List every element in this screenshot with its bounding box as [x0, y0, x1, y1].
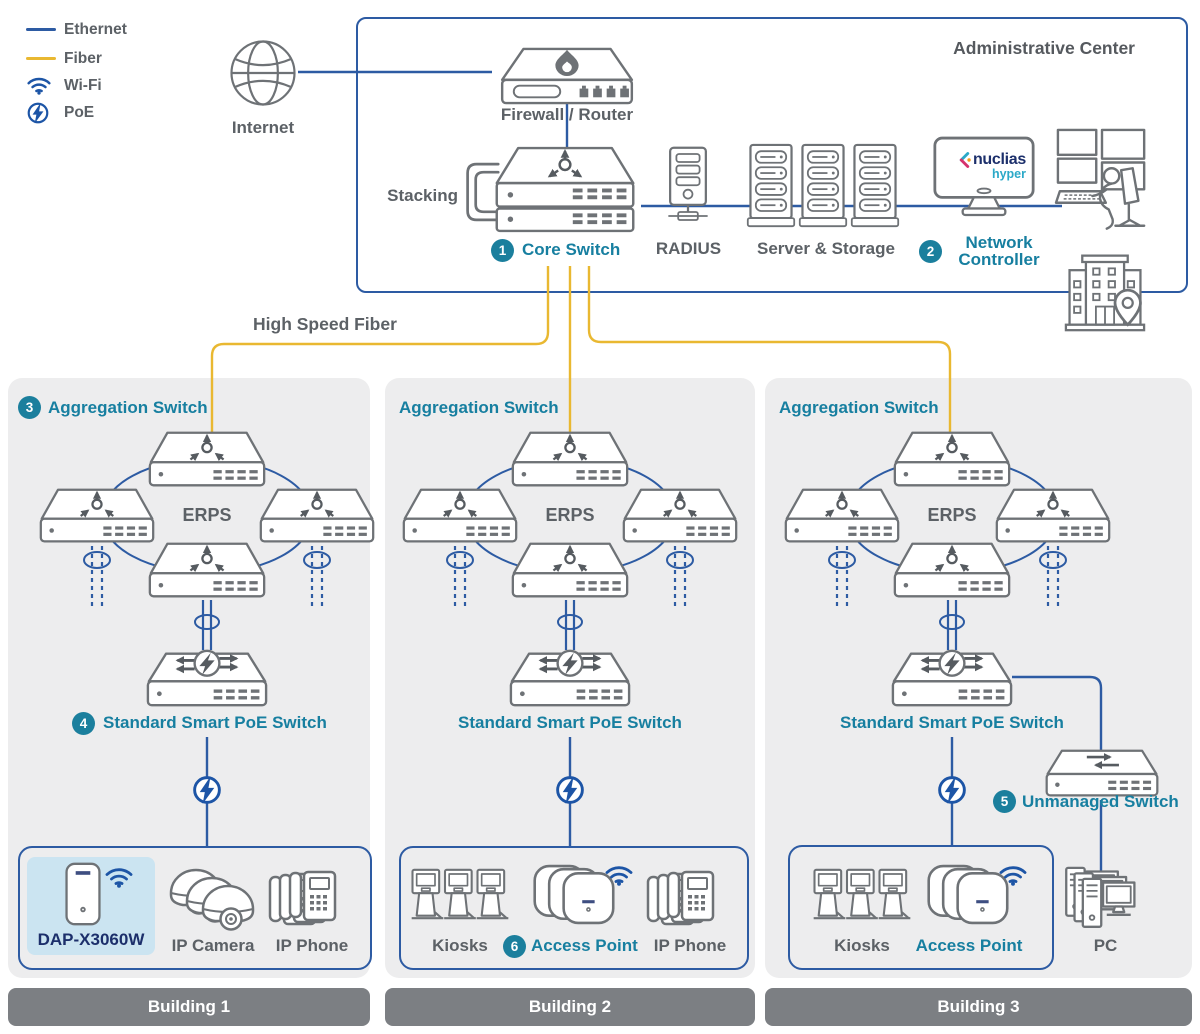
legend-wifi-label: Wi-Fi [64, 77, 102, 94]
firewall-router-label: Firewall / Router [500, 105, 634, 124]
ip-phone-icon [646, 868, 734, 928]
stacking-label: Stacking [387, 186, 458, 205]
aggregation-switch-icon [510, 541, 630, 600]
poe-switch-badge: 4 [72, 712, 95, 735]
operator-workstation-icon [1054, 128, 1150, 243]
ip-phone-icon [268, 868, 356, 928]
admin-center-title: Administrative Center [953, 38, 1135, 58]
poe-switch-icon [508, 648, 632, 709]
poe-icon [26, 101, 50, 125]
building-3-bar: Building 3 [765, 988, 1192, 1026]
poe-switch-label: Standard Smart PoE Switch [458, 713, 682, 732]
poe-injector-icon [191, 774, 223, 806]
poe-switch-label: Standard Smart PoE Switch [840, 713, 1064, 732]
device-label-kiosks: Kiosks [834, 936, 890, 955]
radius-server-icon [663, 141, 713, 233]
aggregation-switch-icon [147, 541, 267, 600]
high-speed-fiber-label: High Speed Fiber [253, 314, 397, 334]
network-controller-label-line1: Network [965, 233, 1033, 252]
kiosk-icon [812, 866, 912, 922]
core-switch-label: Core Switch [522, 240, 621, 259]
poe-switch-label: Standard Smart PoE Switch [103, 713, 327, 732]
device-label-kiosks: Kiosks [432, 936, 488, 955]
aggregation-switch-icon [147, 430, 267, 489]
unmanaged-switch-badge: 5 [993, 790, 1016, 813]
wifi-icon [998, 862, 1028, 886]
core-switch-icon [487, 144, 643, 234]
aggregation-switch-icon [783, 487, 901, 545]
access-point-badge: 6 [503, 935, 526, 958]
aggregation-switch-icon [892, 430, 1012, 489]
wall-ap-icon [60, 862, 106, 926]
aggregation-switch-icon [258, 487, 376, 545]
pc-icon [1058, 866, 1150, 936]
aggregation-switch-icon [38, 487, 156, 545]
device-label-access-point: Access Point [915, 936, 1023, 955]
building-1-bar: Building 1 [8, 988, 370, 1026]
nuclias-chevron-icon [958, 150, 971, 170]
erps-label: ERPS [927, 505, 977, 525]
aggregation-switch-icon [510, 430, 630, 489]
server-icon [850, 138, 900, 234]
legend-fiber-label: Fiber [64, 50, 102, 67]
poe-switch-icon [145, 648, 269, 709]
radius-label: RADIUS [655, 239, 722, 258]
server-storage-label: Server & Storage [757, 239, 895, 258]
internet-globe-icon [228, 38, 298, 108]
nuclias-logo [946, 150, 1026, 181]
unmanaged-switch-label: Unmanaged Switch [1022, 792, 1179, 811]
network-controller-badge: 2 [919, 240, 942, 263]
wifi-icon [26, 74, 52, 95]
wifi-icon [104, 864, 134, 888]
kiosk-icon [410, 866, 510, 922]
building-2-bar: Building 2 [385, 988, 755, 1026]
server-icon [798, 138, 848, 234]
aggregation-switch-icon [621, 487, 739, 545]
device-label-pc: PC [1093, 936, 1118, 955]
device-label-camera: IP Camera [171, 936, 255, 955]
device-label-dap: DAP-X3060W [37, 930, 145, 949]
aggregation-switch-icon [401, 487, 519, 545]
core-switch-badge: 1 [491, 239, 514, 262]
fiber-line-swatch [26, 57, 56, 60]
network-controller-label-line2: Controller [958, 250, 1040, 269]
nuclias-brand: nuclias [972, 151, 1026, 168]
campus-building-icon [1064, 252, 1146, 332]
aggregation-switch-icon [892, 541, 1012, 600]
nuclias-sub: hyper [991, 167, 1026, 181]
network-controller-label [944, 234, 1054, 268]
internet-label: Internet [231, 118, 295, 137]
server-icon [746, 138, 796, 234]
ethernet-line-swatch [26, 28, 56, 31]
wifi-icon [604, 862, 634, 886]
device-label-access-point: Access Point [531, 936, 638, 955]
erps-label: ERPS [182, 505, 232, 525]
ip-camera-icon [166, 866, 258, 936]
aggregation-switch-icon [994, 487, 1112, 545]
poe-injector-icon [554, 774, 586, 806]
aggregation-switch-label: Aggregation Switch [48, 398, 208, 417]
erps-label: ERPS [545, 505, 595, 525]
legend-ethernet-label: Ethernet [64, 21, 127, 38]
aggregation-switch-label: Aggregation Switch [779, 398, 939, 417]
aggregation-switch-badge: 3 [18, 396, 41, 419]
poe-switch-icon [890, 648, 1014, 709]
firewall-router-icon [494, 46, 640, 106]
legend-poe-label: PoE [64, 104, 95, 121]
device-label-phone: IP Phone [275, 936, 349, 955]
device-label-phone: IP Phone [653, 936, 727, 955]
poe-injector-icon [936, 774, 968, 806]
aggregation-switch-label: Aggregation Switch [399, 398, 559, 417]
